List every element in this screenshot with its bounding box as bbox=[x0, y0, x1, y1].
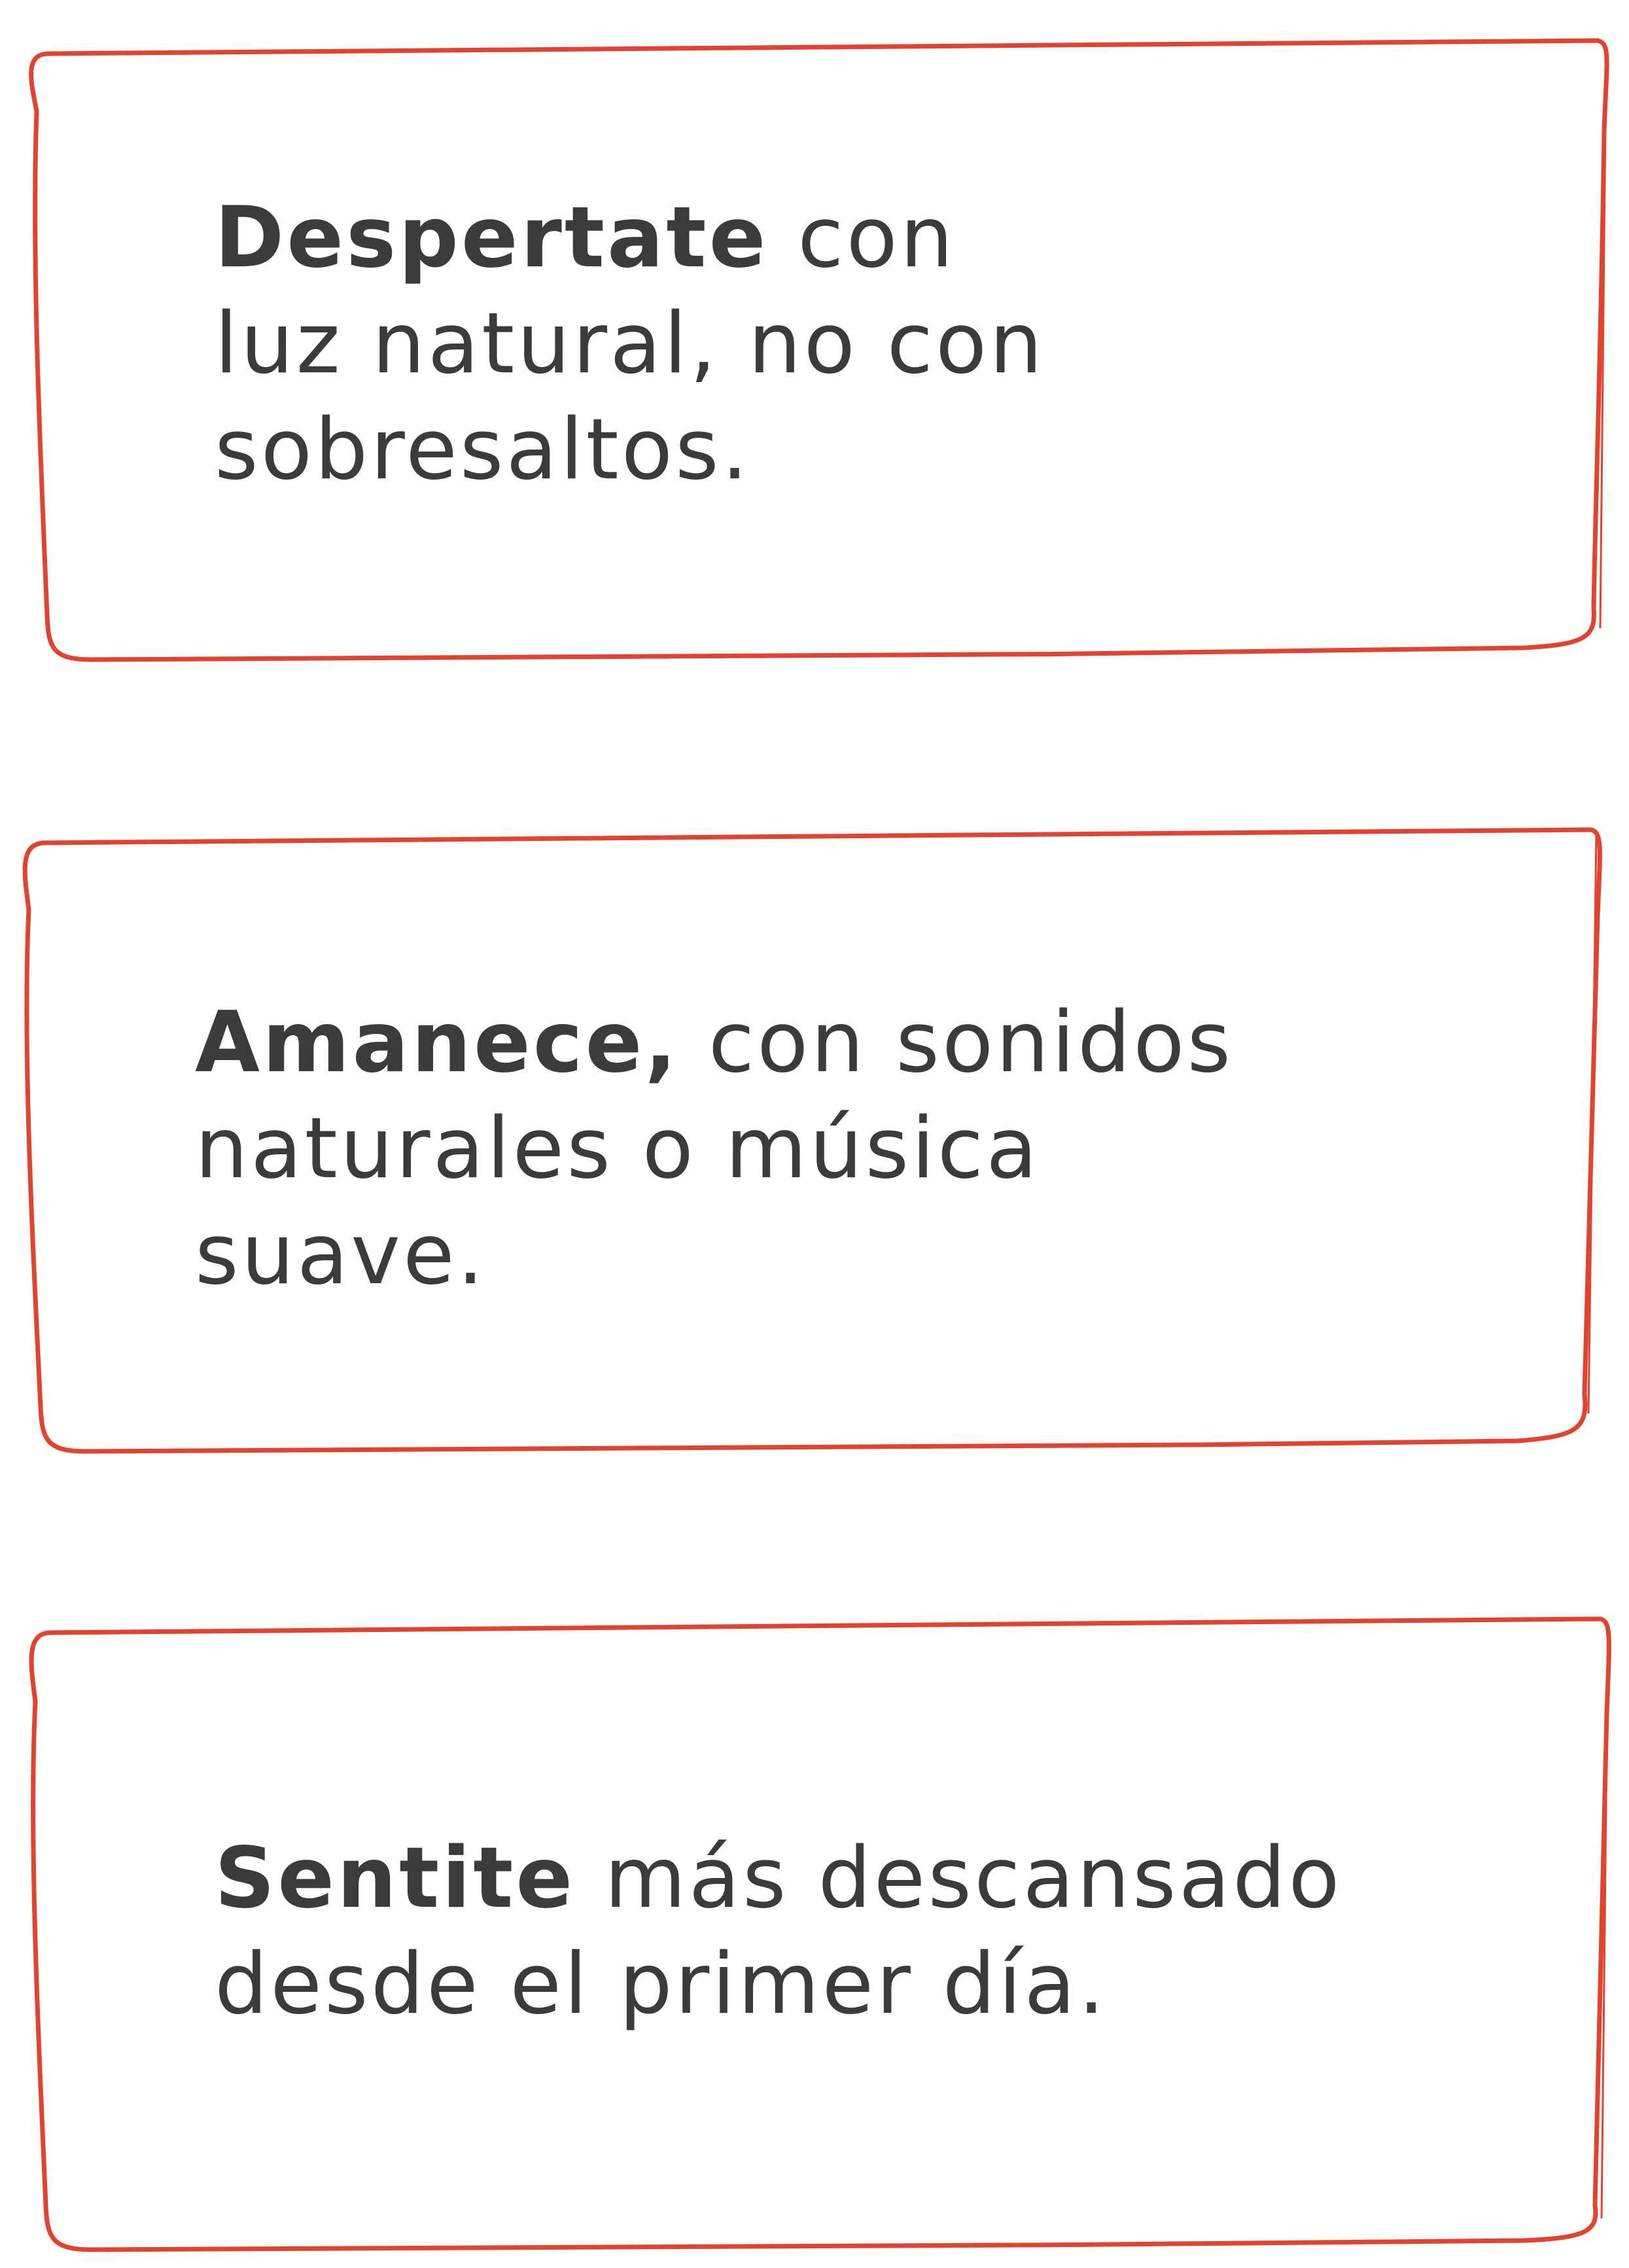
card-2-frame-echo bbox=[1588, 835, 1596, 1413]
card-1-line-2: luz natural, no con bbox=[215, 295, 1045, 393]
card-3-rest: más descansado bbox=[575, 1830, 1342, 1927]
card-2-rest: con sonidos bbox=[679, 994, 1234, 1091]
card-3-text bbox=[215, 1826, 1342, 2038]
card-2-line-2: naturales o música bbox=[195, 1100, 1040, 1197]
card-1-frame-echo bbox=[1600, 46, 1606, 628]
card-2-first-line bbox=[195, 990, 1233, 1096]
card-1-first-line bbox=[215, 185, 1045, 291]
card-1-bold: Despertate bbox=[215, 189, 769, 287]
card-2-bold: Amanece, bbox=[195, 994, 680, 1091]
card-3-line-2: desde el primer día. bbox=[215, 1936, 1108, 2033]
card-1-rest: con bbox=[768, 189, 956, 287]
card-3-frame-echo bbox=[1602, 1624, 1608, 2218]
card-1-line-3: sobresaltos. bbox=[215, 401, 751, 499]
card-2-text bbox=[195, 990, 1233, 1308]
card-3-bold: Sentite bbox=[215, 1830, 576, 1927]
card-1-text bbox=[215, 185, 1045, 503]
card-3-first-line bbox=[215, 1826, 1342, 1932]
card-2-line-3: suave. bbox=[195, 1206, 487, 1303]
